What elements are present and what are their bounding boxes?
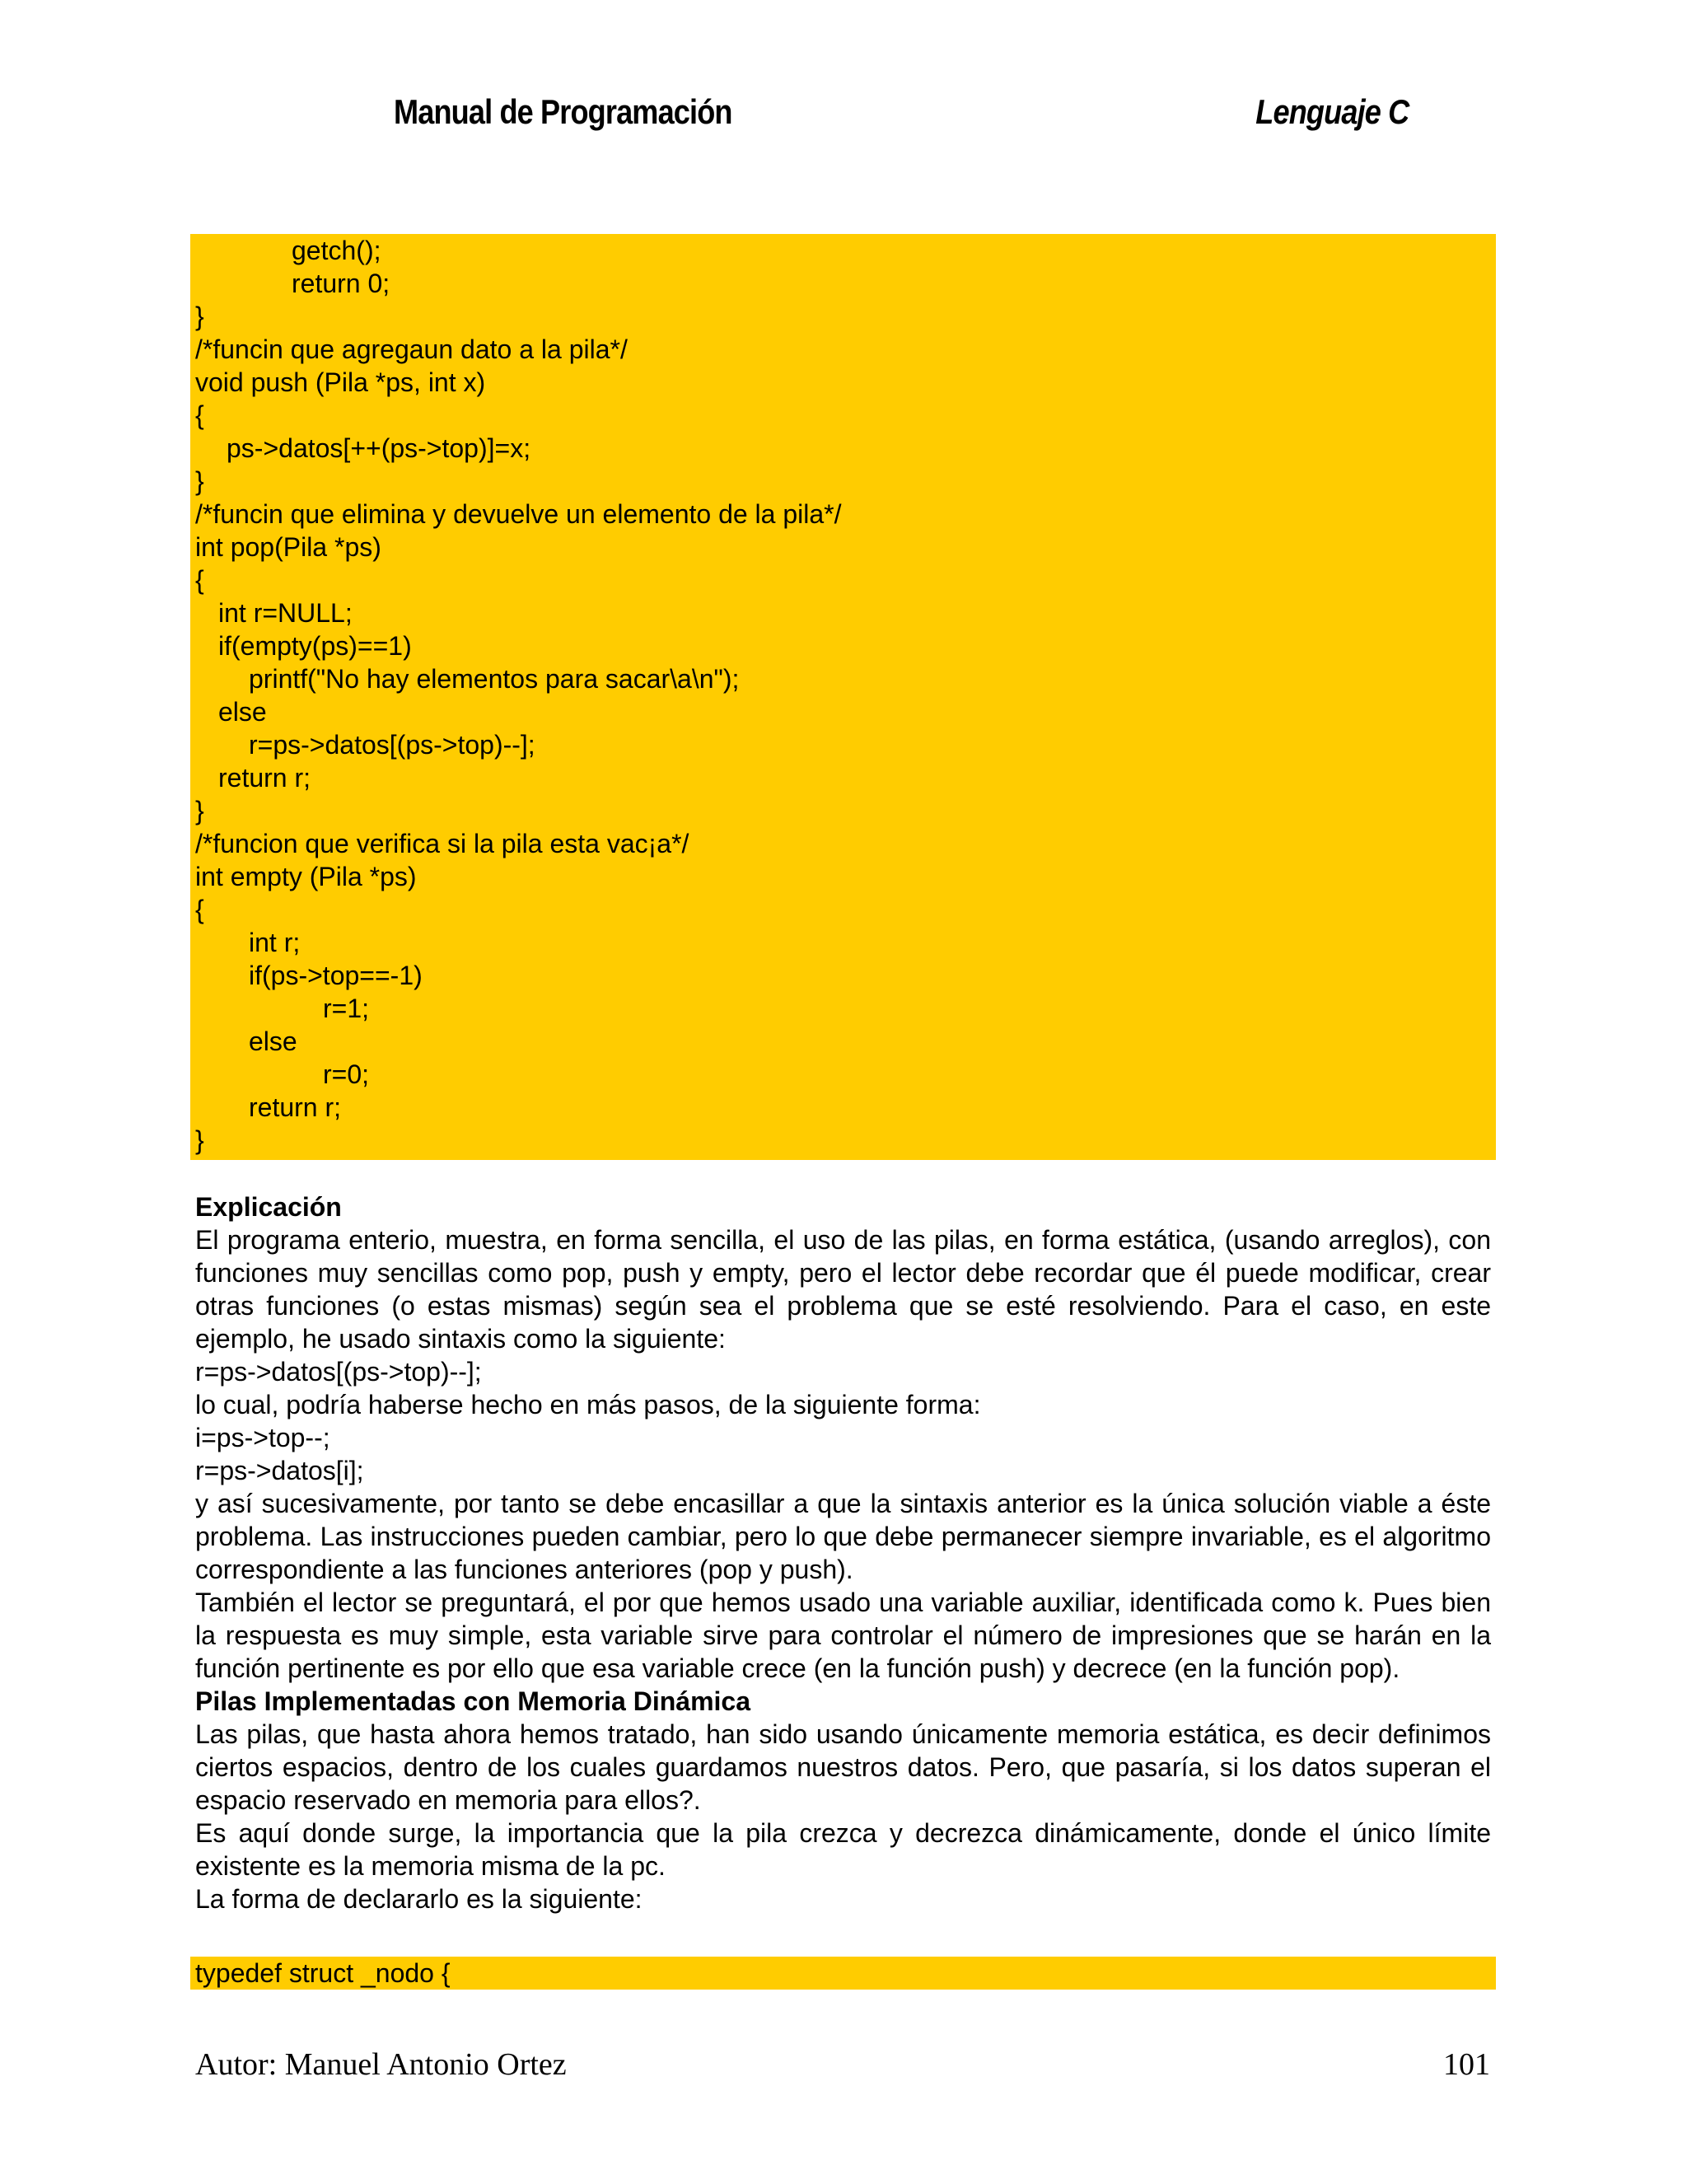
code-line: r=1; <box>323 994 370 1023</box>
code-line: } <box>195 1125 204 1155</box>
code-line: return r; <box>249 1092 342 1122</box>
code-line: } <box>195 796 204 825</box>
code-line: if(empty(ps)==1) <box>218 631 412 661</box>
page-number: 101 <box>1443 2047 1490 2082</box>
code-line: int empty (Pila *ps) <box>195 862 417 891</box>
inline-code: r=ps->datos[i]; <box>195 1456 364 1485</box>
body-text <box>195 1190 1491 1915</box>
paragraph: Las pilas, que hasta ahora hemos tratado, han sido usando únicamente memoria estática, es decir definimos ciertos espacios, dentro de los cuales guardamos nuestros datos. Pero, que pasaría, si los datos superan el espacio reservado en memoria para ellos?. <box>195 1719 1491 1815</box>
code-line: { <box>195 895 204 924</box>
inline-code: i=ps->top--; <box>195 1423 330 1452</box>
code-line: else <box>249 1027 297 1056</box>
code-line: return 0; <box>292 269 390 298</box>
header-title: Manual de Programación <box>394 92 732 131</box>
section-heading-explicacion: Explicación <box>195 1192 342 1222</box>
code-line: else <box>218 697 267 727</box>
code-line: return r; <box>218 763 311 793</box>
code-line: typedef struct _nodo { <box>195 1958 451 1988</box>
paragraph: y así sucesivamente, por tanto se debe encasillar a que la sintaxis anterior es la única solución viable a éste problema. Las instrucciones pueden cambiar, pero lo que debe permanecer siempre invariable, es el algoritmo correspondiente a las funciones anteriores (pop y push). <box>195 1489 1491 1584</box>
code-line: { <box>195 565 204 595</box>
paragraph: El programa enterio, muestra, en forma sencilla, el uso de las pilas, en forma estática, (usando arreglos), con funciones muy sencillas como pop, push y empty, pero el lector debe recordar que él puede modificar, crear otras funciones (o estas mismas) según sea el problema que se esté resolviendo. Para el caso, en este ejemplo, he usado sintaxis como la siguiente: <box>195 1225 1491 1354</box>
code-snippet-bar <box>190 1957 1496 1990</box>
code-line: } <box>195 466 204 496</box>
code-line: ps->datos[++(ps->top)]=x; <box>227 433 531 463</box>
paragraph: La forma de declararlo es la siguiente: <box>195 1884 643 1914</box>
section-heading-dynamic: Pilas Implementadas con Memoria Dinámica <box>195 1686 751 1716</box>
code-line: void push (Pila *ps, int x) <box>195 367 486 397</box>
code-line: getch(); <box>292 236 381 265</box>
footer-author: Autor: Manuel Antonio Ortez <box>195 2047 567 2082</box>
code-line: int r; <box>249 928 301 957</box>
code-line: int pop(Pila *ps) <box>195 532 381 562</box>
code-line: printf("No hay elementos para sacar\a\n"); <box>249 664 740 694</box>
header-subtitle: Lenguaje C <box>1255 92 1409 131</box>
code-line: if(ps->top==-1) <box>249 961 423 990</box>
paragraph: Es aquí donde surge, la importancia que la pila crezca y decrezca dinámicamente, donde el único límite existente es la memoria misma de la pc. <box>195 1818 1491 1881</box>
code-line: r=ps->datos[(ps->top)--]; <box>249 730 535 760</box>
code-line: { <box>195 400 204 430</box>
code-comment-line: /*funcin que agregaun dato a la pila*/ <box>195 334 628 364</box>
code-line: } <box>195 302 204 331</box>
code-line: r=0; <box>323 1059 370 1089</box>
code-line: int r=NULL; <box>218 598 353 628</box>
code-block <box>190 234 1496 1160</box>
paragraph: También el lector se preguntará, el por que hemos usado una variable auxiliar, identificada como k. Pues bien la respuesta es muy simple, esta variable sirve para controlar el número de impresiones que se harán en la función pertinente es por ello que esa variable crece (en la función push) y decrece (en la función pop). <box>195 1588 1491 1683</box>
code-comment-line: /*funcin que elimina y devuelve un elemento de la pila*/ <box>195 499 842 529</box>
paragraph: lo cual, podría haberse hecho en más pasos, de la siguiente forma: <box>195 1390 981 1419</box>
inline-code: r=ps->datos[(ps->top)--]; <box>195 1357 482 1387</box>
code-comment-line: /*funcion que verifica si la pila esta vac¡a*/ <box>195 829 689 858</box>
